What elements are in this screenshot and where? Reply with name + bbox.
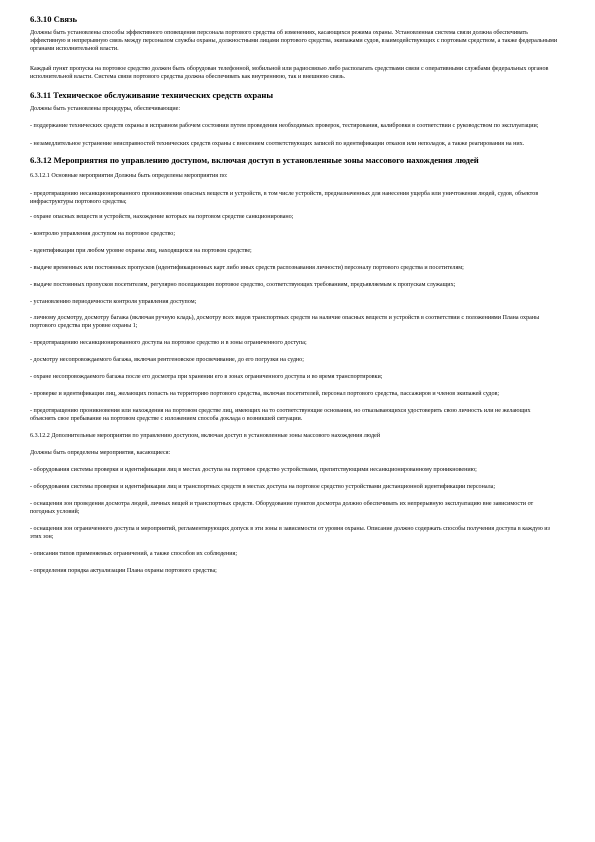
paragraph: Должны быть определены мероприятия, касающиеся: xyxy=(30,449,171,456)
list-item: - оснащения зон ограниченного доступа и мероприятий, регламентирующих допуск в эти зоны в зависимости от уровня охраны. Описание должно содержать способы получения доступа в каждую из этих зон; xyxy=(30,526,550,540)
subsection-heading: 6.3.12.1 Основные мероприятия Должны быть определены мероприятия по: xyxy=(30,173,228,180)
subsection-heading: 6.3.12.2 Дополнительные мероприятия по управлению доступом, включая доступ в установленные зоны массового нахождения людей xyxy=(30,432,381,439)
list-item: - предотвращению несанкционированного доступа на портовое средство и в зоны ограниченного доступа; xyxy=(30,340,307,347)
list-item: - выдаче временных или постоянных пропусков (идентификационных карт либо иных средств распознавания личности) персоналу портового средства и посетителям; xyxy=(30,264,464,271)
list-item: - оборудования системы проверки и идентификации лиц и транспортных средств в местах доступа на портовое средство устройствами дистанционной идентификации персонала; xyxy=(30,484,496,491)
list-item: - идентификации при любом уровне охраны лиц, находящихся на портовом средстве; xyxy=(30,247,252,254)
paragraph: Должны быть установлены способы эффективного оповещения персонала портового средства об изменениях, касающихся режима охраны. Установленная система связи должна обеспечивать эффективную и непрерывную связь между персоналом службы охраны, должностными лицами портового средства, экипажами судов, взаимодействующих с портовым средством, а также федеральными органами исполнительной власти. xyxy=(30,30,558,52)
paragraph: Каждый пункт пропуска на портовое средство должен быть оборудован телефонной, мобильной или радиосвязью либо располагать средствами связи с оперативными службами федеральных органов исполнительной власти. Система связи портового средства должна обеспечивать как внутреннюю, так и внешнюю связь. xyxy=(30,65,549,80)
list-item: - оборудования системы проверки и идентификации лиц в местах доступа на портовое средство устройствами, препятствующими несанкционированному проникновению; xyxy=(30,467,477,474)
list-item: - проверке и идентификации лиц, желающих попасть на территорию портового средства, включая посетителей, персонал портового средства, пассажиров и членов экипажей судов; xyxy=(30,390,500,397)
list-item: - предотвращению проникновения или нахождения на портовом средстве лиц, имеющих на то соответствующие основания, но отказывающихся удостоверить свою личность или не желающих объяснять свое пребывание на портовом средстве с изложением способа доклада о возникшей ситуации. xyxy=(30,407,531,422)
section-heading-6-3-12: 6.3.12 Мероприятия по управлению доступом, включая доступ в установленные зоны массового нахождения людей xyxy=(30,155,479,166)
list-item: - контролю управления доступом на портовое средство; xyxy=(30,230,176,237)
list-item: - досмотру несопровождаемого багажа, включая рентгеновское просвечивание, до его погрузки на судно; xyxy=(30,357,304,364)
section-heading-6-3-11: 6.3.11 Техническое обслуживание технических средств охраны xyxy=(30,89,274,100)
list-item: - незамедлительное устранение неисправностей технических средств охраны с внесением соответствующих записей по идентификации отказов или неполадок, а также реагирования на них. xyxy=(30,141,525,148)
list-item: - описания типов применяемых ограничений, а также способов их соблюдения; xyxy=(30,550,238,557)
list-item: - оснащения зон проведения досмотра людей, личных вещей и транспортных средств. Оборудование пунктов досмотра должно обеспечивать их непрерывную эксплуатацию вне зависимости от погодных условий; xyxy=(30,501,534,516)
list-item: - охране несопровождаемого багажа после его досмотра при хранении его в зонах ограниченного доступа и во время транспортировки; xyxy=(30,374,383,381)
list-item: - выдаче постоянных пропусков посетителям, регулярно посещающим портовое средство, соответствующих требованиям, предъявляемым к пропускам служащих; xyxy=(30,281,456,288)
document-page xyxy=(30,14,558,585)
list-item: - охране опасных веществ и устройств, нахождение которых на портовом средстве санкционировано; xyxy=(30,213,294,220)
list-item: - поддержание технических средств охраны в исправном рабочем состоянии путем проведения необходимых проверок, тестирования, калибровки в соответствии с руководством по эксплуатации; xyxy=(30,123,539,130)
section-heading-6-3-10: 6.3.10 Связь xyxy=(30,14,78,24)
list-item: - личному досмотру, досмотру багажа (включая ручную кладь), досмотру всех видов транспортных средств на наличие опасных веществ и устройств в соответствии с положениями Плана охраны портового средства при уровне охраны 1; xyxy=(30,315,540,330)
paragraph: Должны быть установлены процедуры, обеспечивающие: xyxy=(30,105,181,112)
list-item: - предотвращению несанкционированного проникновения опасных веществ и устройств, в том числе устройств, предназначенных для нанесения ущерба или уничтожения людей, судов, объектов инфраструктуры портового средства; xyxy=(30,191,539,206)
list-item: - определения порядка актуализации Плана охраны портового средства; xyxy=(30,567,217,574)
list-item: - установлению периодичности контроля управления доступом; xyxy=(30,298,197,305)
